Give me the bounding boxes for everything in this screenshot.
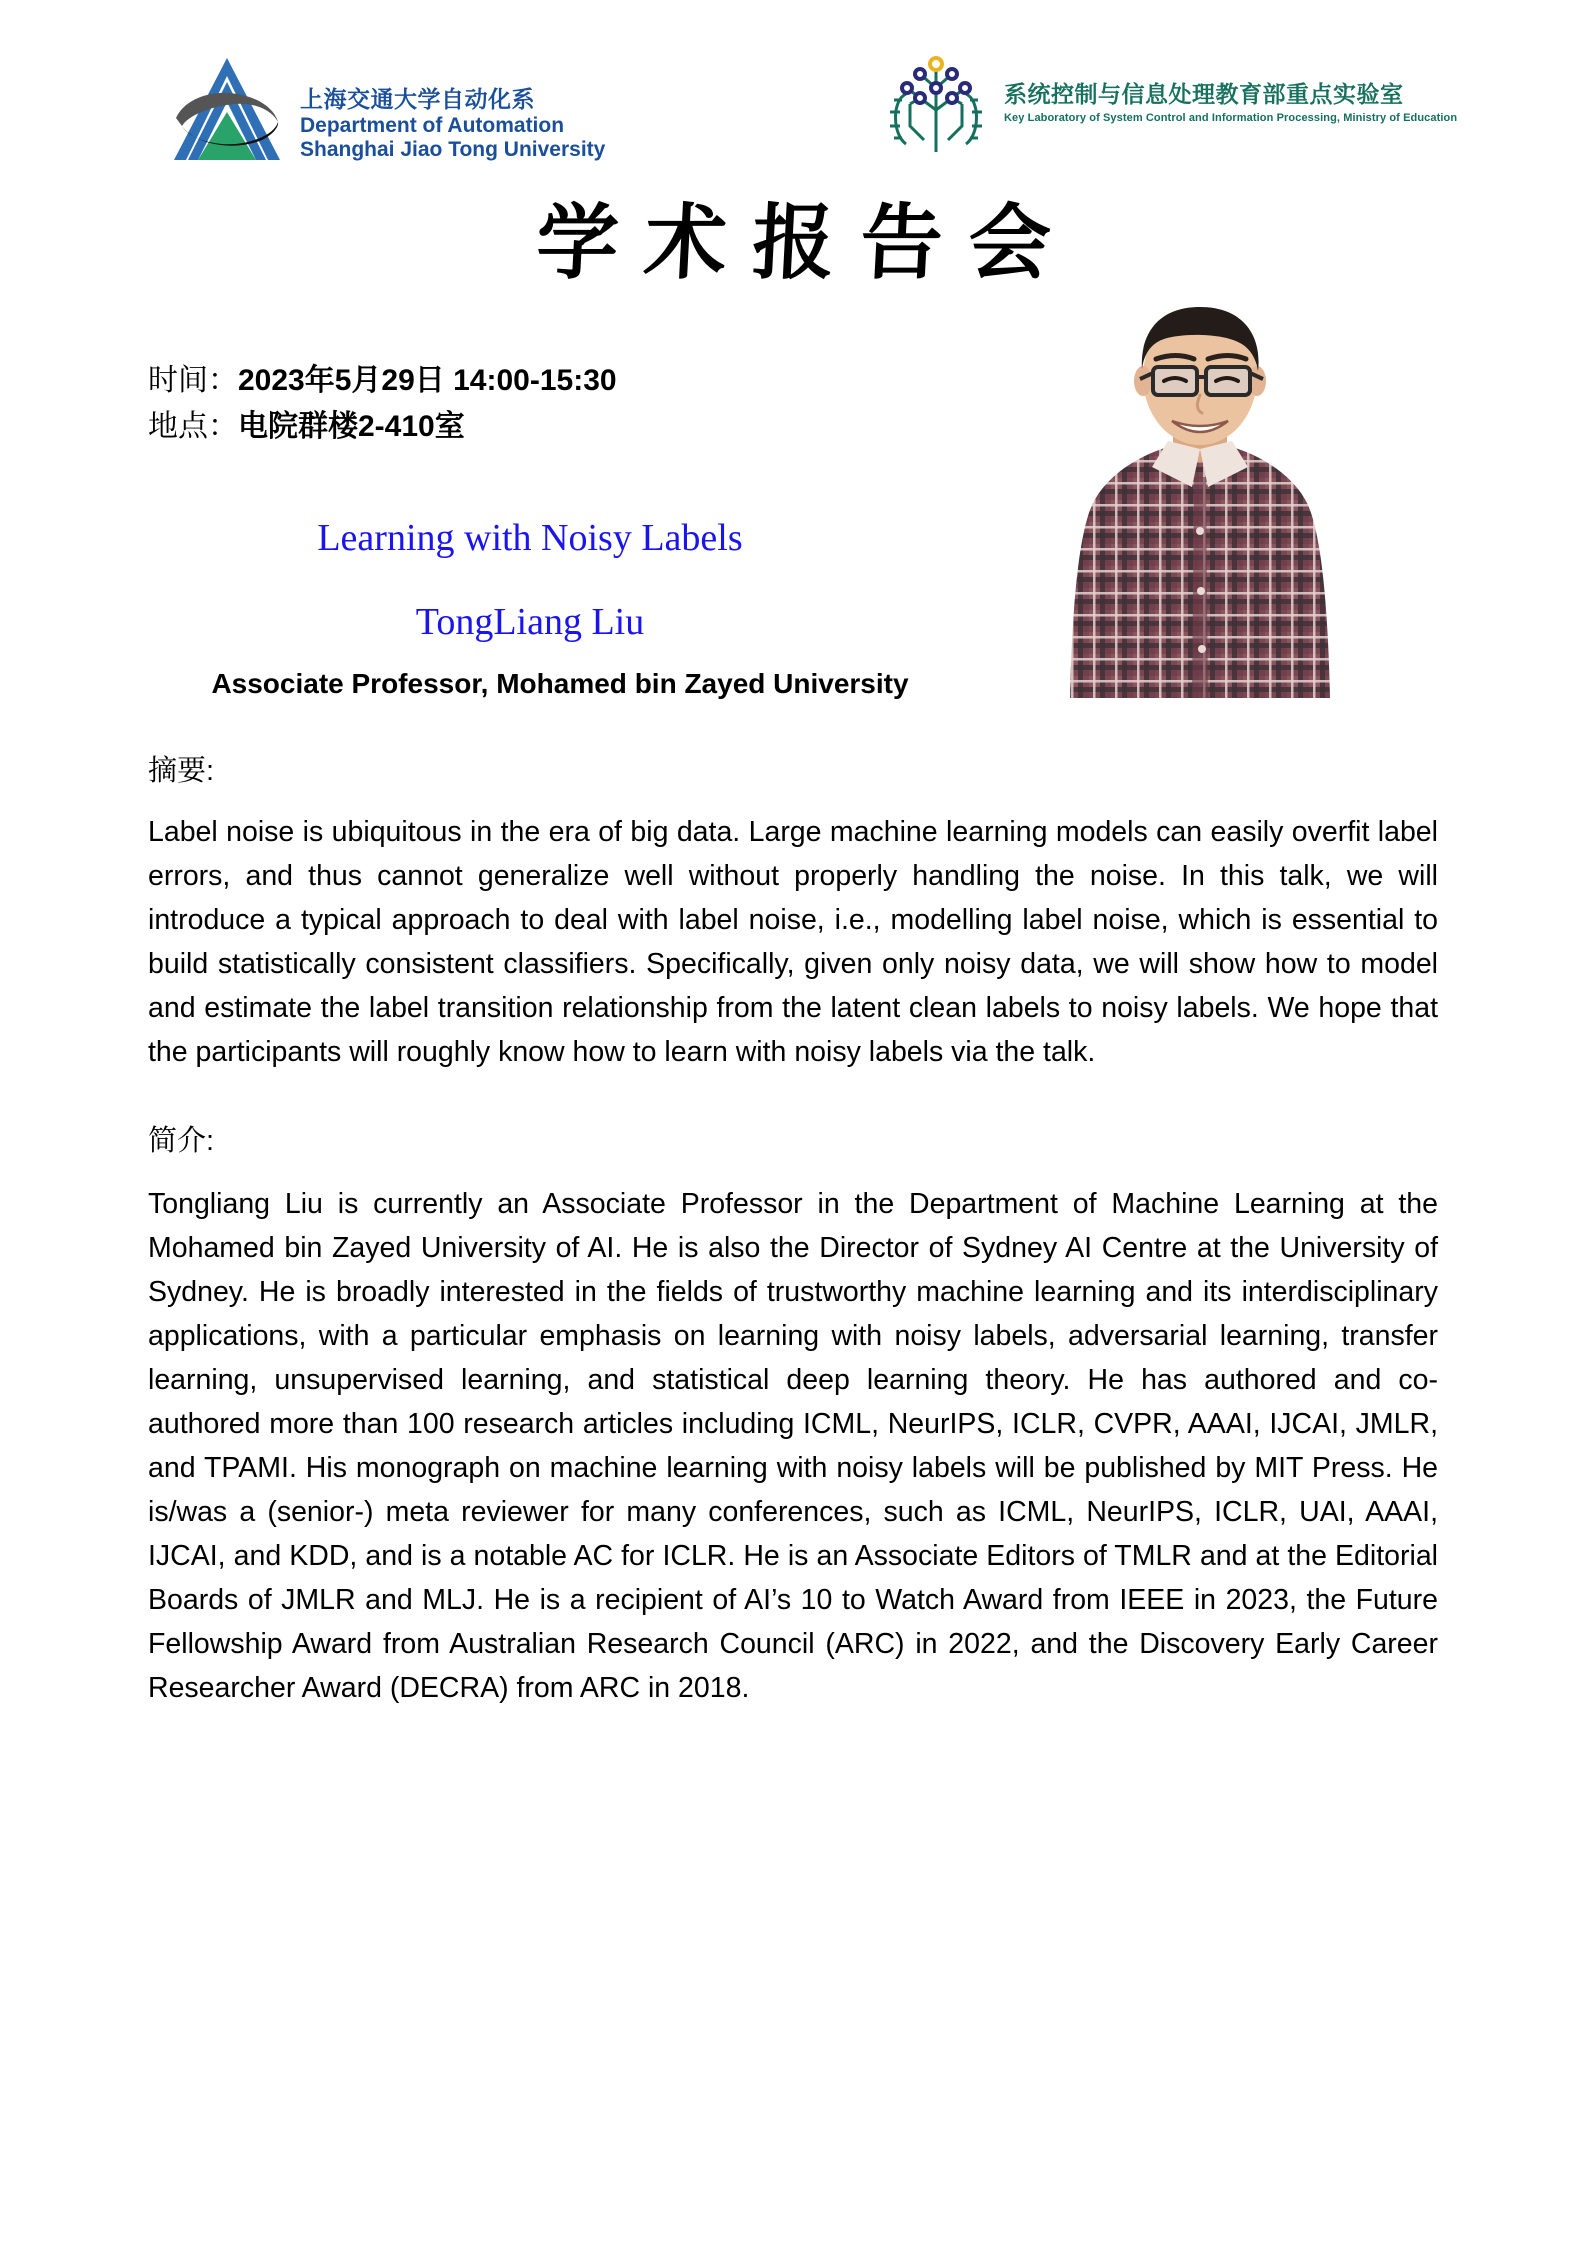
key-lab-name-cn: 系统控制与信息处理教育部重点实验室 — [1004, 81, 1404, 108]
bio-text: Tongliang Liu is currently an Associate Professor in the Department of Machine Learning at the Mohamed bin Zayed University of AI. He is also the Director of Sydney AI Centre at the University of Sydney. He is broadly interested in the fields of trustworthy machine learning and its interdisciplinary applications, with a particular emphasis on learning with noisy labels, adversarial learning, transfer learning, unsupervised learning, and statistical deep learning theory. He has authored and co-authored more than 100 research articles including ICML, NeurIPS, ICLR, CVPR, AAAI, IJCAI, JMLR, and TPAMI. His monograph on machine learning with noisy labels will be published by MIT Press. He is/was a (senior-) meta reviewer for many conferences, such as ICML, NeurIPS, ICLR, UAI, AAAI, IJCAI, and KDD, and is a notable AC for ICLR. He is an Associate Editors of TMLR and at the Editorial Boards of JMLR and MLJ. He is a recipient of AI’s 10 to Watch Award from IEEE in 2023, the Future Fellowship Award from Australian Research Council (ARC) in 2022, and the Discovery Early Career Researcher Award (DECRA) from ARC in 2018. — [148, 1188, 1438, 1705]
talk-title: Learning with Noisy Labels — [317, 517, 743, 559]
page-header — [0, 0, 1587, 195]
abstract-text: Label noise is ubiquitous in the era of big data. Large machine learning models can easily overfit label errors, and thus cannot generalize well without properly handling the noise. In this talk, we will introduce a typical approach to deal with label noise, i.e., modelling label noise, which is essential to build statistically consistent classifiers. Specifically, given only noisy data, we will show how to model and estimate the label transition relationship from the latent clean labels to noisy labels. We hope that the participants will roughly know how to learn with noisy labels via the talk. — [148, 816, 1438, 1069]
event-time-label: 时间： — [148, 364, 238, 397]
event-time-line — [148, 358, 617, 404]
sjtu-name-en-line2: Shanghai Jiao Tong University — [300, 137, 606, 161]
speaker-photo — [1056, 291, 1344, 698]
event-place-line — [148, 404, 617, 450]
key-lab-name-en: Key Laboratory of System Control and Information Processing, Ministry of Education — [1004, 111, 1458, 124]
sjtu-logo-text — [300, 85, 605, 164]
key-lab-logo-text — [1004, 80, 1457, 124]
sjtu-name-cn: 上海交通大学自动化系 — [300, 85, 535, 112]
sjtu-logo — [168, 52, 605, 164]
speaker-affiliation: Associate Professor, Mohamed bin Zayed University — [211, 668, 909, 699]
event-place-label: 地点： — [148, 409, 238, 443]
sjtu-name-en-line1: Department of Automation — [300, 113, 565, 137]
event-time-value: 2023年5月29日 14:00-15:30 — [238, 364, 617, 397]
bio-heading: 简介: — [148, 1125, 215, 1157]
poster-calligraphy-title: 学术报告会 — [533, 195, 1080, 291]
event-place-value: 电院群楼2-410室 — [238, 409, 465, 443]
brain-gear-circuit-icon — [880, 48, 992, 156]
abstract-heading: 摘要: — [148, 755, 215, 787]
sjtu-logo-mark-icon — [168, 52, 286, 164]
speaker-name: TongLiang Liu — [415, 601, 645, 643]
event-info-block — [148, 358, 617, 449]
key-lab-logo — [880, 48, 1457, 156]
